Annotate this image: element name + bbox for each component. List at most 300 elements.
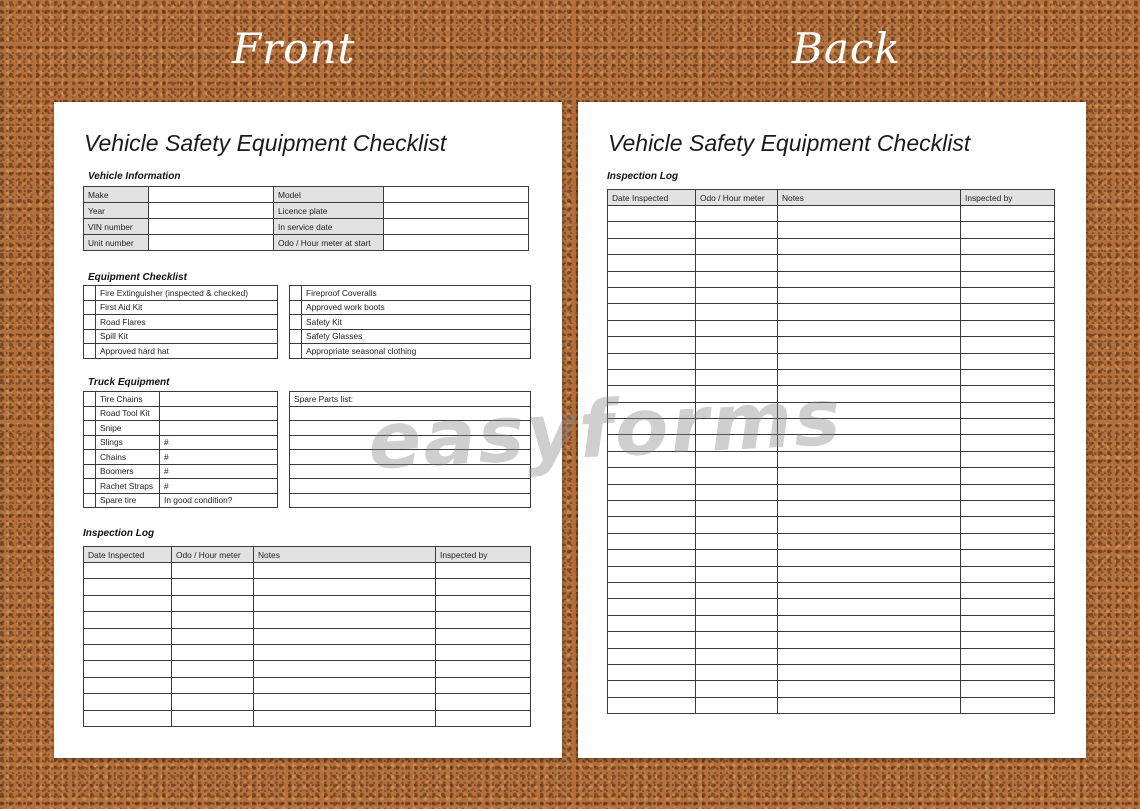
log-cell[interactable] [436,644,531,660]
log-cell[interactable] [961,550,1055,566]
log-cell[interactable] [608,484,696,500]
spare-parts-table [289,391,531,508]
log-cell[interactable] [608,648,696,664]
log-cell[interactable] [608,697,696,713]
log-cell[interactable] [84,595,172,611]
log-cell[interactable] [778,255,961,271]
field-label: Make [84,187,149,203]
spare-parts-line[interactable] [290,450,531,465]
table-row [84,479,278,494]
log-cell[interactable] [172,563,254,579]
log-cell[interactable] [778,451,961,467]
table-row [84,694,531,710]
log-cell[interactable] [696,271,778,287]
table-row [608,206,1055,222]
table-row [608,369,1055,385]
table-row [84,612,531,628]
log-cell[interactable] [172,677,254,693]
checkbox[interactable] [290,344,302,359]
truck-item-value[interactable] [160,392,278,407]
table-row [84,493,278,508]
log-cell[interactable] [254,644,436,660]
log-cell[interactable] [608,468,696,484]
log-cell[interactable] [608,402,696,418]
field-value[interactable] [384,203,529,219]
front-inspection-log-table [83,546,531,727]
log-cell[interactable] [778,566,961,582]
truck-item-label: Tire Chains [96,392,160,407]
log-cell[interactable] [172,579,254,595]
log-cell[interactable] [778,304,961,320]
log-cell[interactable] [778,369,961,385]
log-cell[interactable] [84,694,172,710]
table-row [290,344,531,359]
log-cell[interactable] [961,615,1055,631]
log-cell[interactable] [84,563,172,579]
front-page [54,102,562,758]
field-value[interactable] [149,187,274,203]
log-cell[interactable] [608,599,696,615]
log-cell[interactable] [961,599,1055,615]
log-cell[interactable] [778,517,961,533]
log-cell[interactable] [778,238,961,254]
log-cell[interactable] [84,628,172,644]
checkbox[interactable] [84,286,96,301]
field-label: VIN number [84,219,149,235]
truck-item-value[interactable] [160,406,278,421]
column-header: Notes [254,547,436,563]
log-cell[interactable] [84,677,172,693]
log-cell[interactable] [84,612,172,628]
table-row [290,421,531,436]
log-cell[interactable] [778,435,961,451]
spare-parts-line[interactable] [290,493,531,508]
log-cell[interactable] [961,320,1055,336]
log-cell[interactable] [696,697,778,713]
log-cell[interactable] [254,579,436,595]
spare-parts-line[interactable] [290,435,531,450]
log-cell[interactable] [961,386,1055,402]
log-cell[interactable] [696,320,778,336]
checkbox[interactable] [84,329,96,344]
log-cell[interactable] [436,710,531,726]
log-cell[interactable] [961,369,1055,385]
checkbox[interactable] [290,300,302,315]
front-heading: Front [232,24,356,73]
log-cell[interactable] [778,468,961,484]
log-cell[interactable] [696,681,778,697]
log-cell[interactable] [608,582,696,598]
table-row [290,300,531,315]
checklist-item: Safety Glasses [302,329,531,344]
table-row [84,406,278,421]
log-cell[interactable] [608,550,696,566]
truck-item-value[interactable]: # [160,450,278,465]
log-cell[interactable] [696,419,778,435]
table-row [608,435,1055,451]
back-inspection-log-table [607,189,1055,714]
log-cell[interactable] [778,550,961,566]
table-row [608,517,1055,533]
log-cell[interactable] [778,402,961,418]
vehicle-info-heading: Vehicle Information [88,171,181,182]
log-cell[interactable] [254,612,436,628]
log-cell[interactable] [172,644,254,660]
log-cell[interactable] [254,595,436,611]
log-cell[interactable] [608,501,696,517]
table-row [290,435,531,450]
log-cell[interactable] [696,566,778,582]
front-page-title: Vehicle Safety Equipment Checklist [84,130,447,156]
table-row [608,451,1055,467]
log-cell[interactable] [696,550,778,566]
table-row [608,533,1055,549]
log-cell[interactable] [254,563,436,579]
truck-item-label: Rachet Straps [96,479,160,494]
log-cell[interactable] [961,484,1055,500]
log-cell[interactable] [608,353,696,369]
checklist-item: Approved hard hat [96,344,278,359]
log-cell[interactable] [778,664,961,680]
checkbox[interactable] [290,329,302,344]
table-row [84,392,278,407]
table-row [608,484,1055,500]
field-label: Odo / Hour meter at start [274,235,384,251]
table-row [84,710,531,726]
log-cell[interactable] [696,206,778,222]
table-row [84,300,278,315]
log-cell[interactable] [608,632,696,648]
spare-parts-line[interactable] [290,406,531,421]
log-cell[interactable] [608,238,696,254]
log-cell[interactable] [696,287,778,303]
log-cell[interactable] [608,681,696,697]
log-cell[interactable] [608,287,696,303]
field-value[interactable] [384,219,529,235]
log-cell[interactable] [172,661,254,677]
log-cell[interactable] [436,628,531,644]
equipment-checklist-left [83,285,278,359]
spare-parts-line[interactable] [290,479,531,494]
log-cell[interactable] [696,582,778,598]
log-cell[interactable] [608,304,696,320]
table-row [608,599,1055,615]
log-cell[interactable] [961,632,1055,648]
truck-equipment-heading: Truck Equipment [88,377,170,388]
field-label: In service date [274,219,384,235]
spare-parts-label: Spare Parts list: [290,392,531,407]
log-cell[interactable] [696,599,778,615]
log-cell[interactable] [696,501,778,517]
truck-item-value[interactable]: # [160,464,278,479]
field-label: Unit number [84,235,149,251]
table-row [84,219,529,235]
log-cell[interactable] [608,320,696,336]
table-row [608,255,1055,271]
log-cell[interactable] [778,582,961,598]
log-cell[interactable] [254,694,436,710]
field-label: Licence plate [274,203,384,219]
log-cell[interactable] [696,337,778,353]
log-cell[interactable] [696,435,778,451]
log-cell[interactable] [436,595,531,611]
table-row [608,501,1055,517]
log-cell[interactable] [961,353,1055,369]
log-cell[interactable] [778,320,961,336]
log-cell[interactable] [172,710,254,726]
column-header: Date Inspected [608,190,696,206]
truck-item-label: Slings [96,435,160,450]
column-header: Date Inspected [84,547,172,563]
checkbox[interactable] [84,300,96,315]
log-cell[interactable] [961,582,1055,598]
log-cell[interactable] [961,287,1055,303]
checkbox[interactable] [84,392,96,407]
checkbox[interactable] [290,286,302,301]
checklist-item: Approved work boots [302,300,531,315]
log-cell[interactable] [961,648,1055,664]
log-cell[interactable] [254,661,436,677]
log-cell[interactable] [696,238,778,254]
log-cell[interactable] [961,271,1055,287]
log-cell[interactable] [961,501,1055,517]
checklist-item: Fire Extinguisher (inspected & checked) [96,286,278,301]
log-cell[interactable] [696,517,778,533]
table-row [84,235,529,251]
field-value[interactable] [149,203,274,219]
log-cell[interactable] [961,238,1055,254]
back-heading: Back [792,24,901,73]
log-cell[interactable] [961,697,1055,713]
table-row [290,406,531,421]
log-cell[interactable] [608,222,696,238]
log-cell[interactable] [608,419,696,435]
log-cell[interactable] [436,579,531,595]
table-row [84,579,531,595]
field-value[interactable] [384,187,529,203]
table-row [608,402,1055,418]
table-row [608,353,1055,369]
truck-item-label: Spare tire [96,493,160,508]
log-cell[interactable] [696,255,778,271]
log-cell[interactable] [961,337,1055,353]
log-cell[interactable] [778,386,961,402]
column-header: Inspected by [436,547,531,563]
log-cell[interactable] [696,664,778,680]
log-cell[interactable] [608,615,696,631]
table-row [290,479,531,494]
checkbox[interactable] [84,315,96,330]
table-row [84,435,278,450]
table-row [290,315,531,330]
checklist-item: Road Flares [96,315,278,330]
checklist-item: First Aid Kit [96,300,278,315]
log-cell[interactable] [961,468,1055,484]
log-cell[interactable] [172,612,254,628]
log-cell[interactable] [696,533,778,549]
log-cell[interactable] [778,681,961,697]
table-row [608,582,1055,598]
log-cell[interactable] [961,435,1055,451]
truck-item-label: Road Tool Kit [96,406,160,421]
log-cell[interactable] [696,369,778,385]
log-cell[interactable] [778,599,961,615]
table-row [84,286,278,301]
checklist-item: Safety Kit [302,315,531,330]
truck-item-label: Chains [96,450,160,465]
log-cell[interactable] [961,304,1055,320]
log-cell[interactable] [961,206,1055,222]
table-row [290,450,531,465]
log-cell[interactable] [608,386,696,402]
back-page-title: Vehicle Safety Equipment Checklist [608,130,971,156]
log-cell[interactable] [172,595,254,611]
table-header-row [84,547,531,563]
table-row [608,386,1055,402]
log-cell[interactable] [961,402,1055,418]
checklist-item: Fireproof Coveralls [302,286,531,301]
log-cell[interactable] [436,563,531,579]
log-cell[interactable] [696,632,778,648]
checkbox[interactable] [84,493,96,508]
log-cell[interactable] [778,222,961,238]
log-cell[interactable] [961,222,1055,238]
checkbox[interactable] [84,464,96,479]
log-cell[interactable] [696,304,778,320]
table-row [84,628,531,644]
log-cell[interactable] [696,386,778,402]
log-cell[interactable] [961,664,1055,680]
log-cell[interactable] [608,337,696,353]
checkbox[interactable] [84,344,96,359]
log-cell[interactable] [254,628,436,644]
table-row [84,450,278,465]
table-row [608,615,1055,631]
log-cell[interactable] [254,710,436,726]
log-cell[interactable] [608,451,696,467]
field-label: Year [84,203,149,219]
table-row [608,287,1055,303]
log-cell[interactable] [778,353,961,369]
log-cell[interactable] [608,255,696,271]
log-cell[interactable] [961,451,1055,467]
log-cell[interactable] [84,644,172,660]
log-cell[interactable] [436,612,531,628]
log-cell[interactable] [961,255,1055,271]
table-row [608,697,1055,713]
log-cell[interactable] [961,566,1055,582]
checkbox[interactable] [84,479,96,494]
log-cell[interactable] [696,615,778,631]
log-cell[interactable] [961,419,1055,435]
field-value[interactable] [149,219,274,235]
checkbox[interactable] [84,435,96,450]
checklist-item: Appropriate seasonal clothing [302,344,531,359]
log-cell[interactable] [696,222,778,238]
log-cell[interactable] [172,628,254,644]
checkbox[interactable] [290,315,302,330]
checkbox[interactable] [84,450,96,465]
log-cell[interactable] [696,353,778,369]
log-cell[interactable] [961,517,1055,533]
log-cell[interactable] [254,677,436,693]
log-cell[interactable] [778,271,961,287]
truck-item-value[interactable] [160,421,278,436]
table-row [608,648,1055,664]
log-cell[interactable] [608,206,696,222]
log-cell[interactable] [608,664,696,680]
field-value[interactable] [149,235,274,251]
truck-item-value[interactable]: # [160,479,278,494]
log-cell[interactable] [696,648,778,664]
table-row [84,563,531,579]
log-cell[interactable] [778,206,961,222]
log-cell[interactable] [778,419,961,435]
log-cell[interactable] [436,661,531,677]
log-cell[interactable] [608,517,696,533]
front-inspection-log-heading: Inspection Log [83,528,155,539]
log-cell[interactable] [778,501,961,517]
field-value[interactable] [384,235,529,251]
log-cell[interactable] [696,451,778,467]
table-row [84,187,529,203]
log-cell[interactable] [778,615,961,631]
log-cell[interactable] [696,468,778,484]
log-cell[interactable] [778,533,961,549]
log-cell[interactable] [778,648,961,664]
log-cell[interactable] [608,435,696,451]
log-cell[interactable] [696,402,778,418]
log-cell[interactable] [778,484,961,500]
log-cell[interactable] [608,566,696,582]
truck-item-value[interactable]: # [160,435,278,450]
log-cell[interactable] [696,484,778,500]
log-cell[interactable] [961,533,1055,549]
log-cell[interactable] [778,287,961,303]
table-row [608,550,1055,566]
spare-parts-line[interactable] [290,421,531,436]
truck-item-value[interactable]: In good condition? [160,493,278,508]
table-row [290,329,531,344]
log-cell[interactable] [172,694,254,710]
log-cell[interactable] [608,533,696,549]
log-cell[interactable] [961,681,1055,697]
table-row [84,464,278,479]
table-row [608,222,1055,238]
spare-parts-line[interactable] [290,464,531,479]
log-cell[interactable] [778,337,961,353]
log-cell[interactable] [608,369,696,385]
column-header: Notes [778,190,961,206]
table-row [290,464,531,479]
log-cell[interactable] [778,697,961,713]
log-cell[interactable] [778,632,961,648]
truck-item-label: Snipe [96,421,160,436]
table-row [290,493,531,508]
log-cell[interactable] [84,579,172,595]
truck-item-label: Boomers [96,464,160,479]
checkbox[interactable] [84,406,96,421]
log-cell[interactable] [608,271,696,287]
log-cell[interactable] [436,694,531,710]
log-cell[interactable] [84,710,172,726]
table-row [84,677,531,693]
log-cell[interactable] [436,677,531,693]
log-cell[interactable] [84,661,172,677]
table-row [84,644,531,660]
column-header: Odo / Hour meter [172,547,254,563]
checkbox[interactable] [84,421,96,436]
